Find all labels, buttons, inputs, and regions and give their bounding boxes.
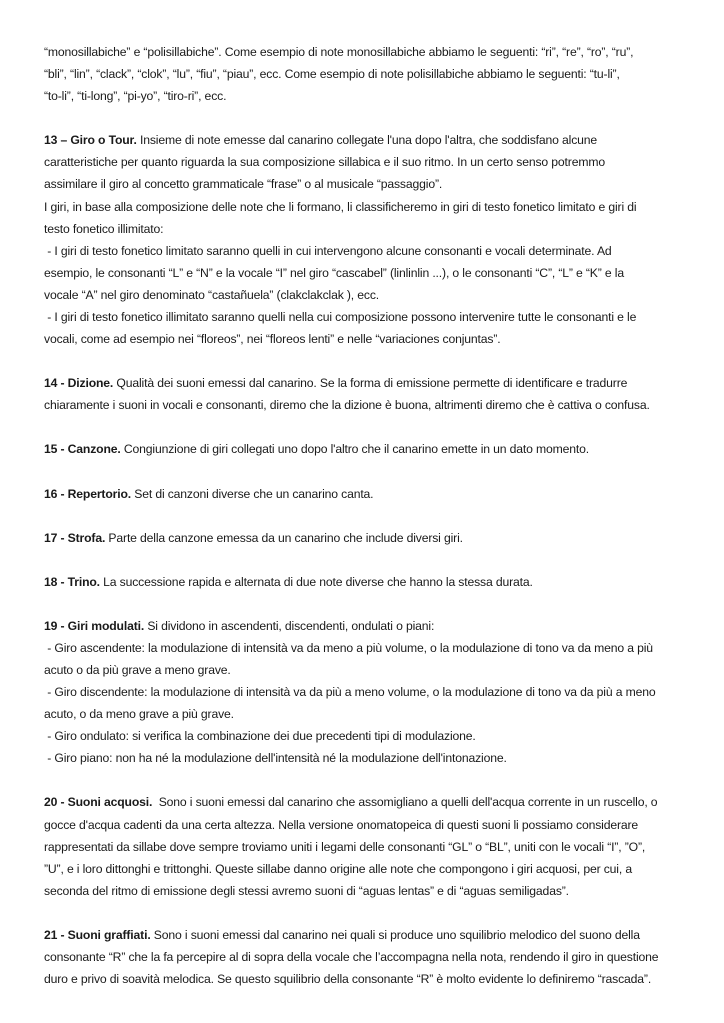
text-line	[44, 196, 704, 218]
definition-paragraph	[44, 129, 704, 350]
definition-paragraph	[44, 571, 704, 593]
definition-text: I giri, in base alla composizione delle note che li formano, li classificheremo in giri di testo fonetico limitato e giri di	[44, 199, 637, 214]
definition-text: seconda del ritmo di emissione degli stessi avremo suoni di “aguas lentas” e di “aguas semiligadas”.	[44, 883, 569, 898]
intro-paragraph	[44, 41, 704, 107]
definition-text: - Giro discendente: la modulazione di intensità va da più a meno volume, o la modulazione di tono va da più a meno	[44, 685, 656, 700]
text-line	[44, 968, 704, 990]
definition-paragraph	[44, 527, 704, 549]
text-line	[44, 151, 704, 173]
definitions-list	[44, 129, 704, 990]
definition-paragraph	[44, 791, 704, 901]
text-line	[44, 637, 704, 659]
text-line	[44, 284, 704, 306]
definition-heading: 13 – Giro o Tour.	[44, 133, 137, 148]
definition-text: esempio, le consonanti “L” e “N” e la vocale “I” nel giro “cascabel” (linlinlin ...), o le consonanti “C”, “L” e “K” e la	[44, 265, 624, 280]
text-line	[44, 129, 704, 151]
text-line	[44, 218, 704, 240]
definition-text: - Giro ascendente: la modulazione di intensità va da meno a più volume, o la modulazione di tono va da meno a più	[44, 640, 653, 655]
text-line	[44, 858, 704, 880]
text-line	[44, 946, 704, 968]
definition-heading: 16 - Repertorio.	[44, 486, 131, 501]
text-line	[44, 681, 704, 703]
definition-text: consonante “R” che la fa percepire al di sopra della vocale che l’accompagna nella nota, rendendo il giro in questione	[44, 950, 659, 964]
text-line	[44, 262, 704, 284]
definition-text: Qualità dei suoni emessi dal canarino. Se la forma di emissione permette di identificare e tradurre	[113, 376, 628, 391]
definition-heading: 18 - Trino.	[44, 574, 100, 589]
definition-text: acuto, o da meno grave a più grave.	[44, 707, 234, 722]
text-line	[44, 394, 704, 416]
text-line: “bli”, “lin”, “clack”, “clok”, “lu”, “fiu”, “piau”, ecc. Come esempio di note polisillabiche abbiamo le seguenti: “tu-li”,	[44, 67, 620, 82]
definition-text: caratteristiche per quanto riguarda la sua composizione sillabica e il suo ritmo. In un certo senso potremmo	[44, 155, 605, 170]
document-page	[44, 41, 704, 1012]
definition-text: assimilare il giro al concetto grammaticale “frase” o al musicale “passaggio”.	[44, 177, 443, 192]
text-line	[44, 791, 704, 813]
definition-text: Congiunzione di giri collegati uno dopo l'altro che il canarino emette in un dato momento.	[120, 442, 589, 457]
definition-text: - Giro ondulato: si verifica la combinazione dei due precedenti tipi di modulazione.	[44, 729, 476, 744]
text-line	[44, 372, 704, 394]
definition-paragraph	[44, 372, 704, 416]
definition-text: vocali, come ad esempio nei “floreos”, nei “floreos lenti” e nelle “variaciones conjuntas”.	[44, 332, 501, 347]
definition-text: ”U”, e i loro dittonghi e trittonghi. Queste sillabe danno origine alle note che compongono i giri acquosi, per cui, a	[44, 861, 632, 876]
text-line	[44, 659, 704, 681]
definition-text: duro e privo di soavità melodica. Se questo squilibrio della consonante “R” è molto evidente lo definiremo “rascada”.	[44, 972, 652, 987]
definition-text: - I giri di testo fonetico limitato saranno quelli in cui intervengono alcune consonanti e vocali determinate. Ad	[44, 243, 612, 258]
definition-text: Insieme di note emesse dal canarino collegate l'una dopo l'altra, che soddisfano alcune	[136, 133, 598, 148]
definition-text: vocale “A” nel giro denominato “castañuela” (clakclakclak ), ecc.	[44, 287, 380, 302]
text-line	[44, 814, 704, 836]
definition-text: Sono i suoni emessi dal canarino nei quali si produce uno squilibrio melodico del suono della	[150, 927, 640, 942]
definition-heading: 15 - Canzone.	[44, 442, 121, 457]
text-line: “to-li”, “ti-long”, “pi-yo”, “tiro-ri”, ecc.	[44, 89, 227, 104]
definition-paragraph	[44, 615, 704, 770]
text-line	[44, 438, 704, 460]
text-line	[44, 703, 704, 725]
text-line	[44, 924, 704, 946]
text-line	[44, 836, 704, 858]
definition-text: chiaramente i suoni in vocali e consonanti, diremo che la dizione è buona, altrimenti diremo che è cattiva o confusa.	[44, 398, 650, 413]
text-line	[44, 173, 704, 195]
definition-text: - Giro piano: non ha né la modulazione dell'intensità né la modulazione dell'intonazione.	[44, 751, 507, 766]
text-line: “monosillabiche” e “polisillabiche”. Come esempio di note monosillabiche abbiamo le seguenti: “ri”, “re”, “ro”, “ru”,	[44, 45, 634, 59]
text-line	[44, 725, 704, 747]
text-line	[44, 306, 704, 328]
definition-text: gocce d'acqua cadenti da una certa altezza. Nella versione onomatopeica di questi suoni li possiamo considerare	[44, 817, 639, 832]
text-line	[44, 615, 704, 637]
definition-paragraph	[44, 438, 704, 460]
definition-text: Parte della canzone emessa da un canarino che include diversi giri.	[105, 530, 463, 545]
definition-heading: 21 - Suoni graffiati.	[44, 927, 151, 942]
definition-heading: 14 - Dizione.	[44, 376, 114, 391]
definition-text: Sono i suoni emessi dal canarino che assomigliano a quelli dell'acqua corrente in un ruscello, o	[152, 795, 658, 810]
definition-text: Set di canzoni diverse che un canarino canta.	[131, 486, 374, 501]
text-line	[44, 747, 704, 769]
text-line	[44, 483, 704, 505]
definition-text: - I giri di testo fonetico illimitato saranno quelli nella cui composizione possono intervenire tutte le consonanti e le	[44, 310, 637, 325]
definition-paragraph	[44, 924, 704, 990]
definition-text: acuto o da più grave a meno grave.	[44, 662, 231, 677]
text-line	[44, 527, 704, 549]
text-line	[44, 240, 704, 262]
text-line	[44, 571, 704, 593]
definition-text: testo fonetico illimitato:	[44, 221, 164, 236]
text-line	[44, 880, 704, 902]
text-line	[44, 328, 704, 350]
definition-paragraph	[44, 483, 704, 505]
definition-heading: 19 - Giri modulati.	[44, 618, 145, 633]
definition-text: La successione rapida e alternata di due note diverse che hanno la stessa durata.	[99, 574, 533, 589]
definition-text: rappresentati da sillabe dove sempre troviamo uniti i legami delle consonanti “GL” o “BL”, uniti con le vocali “I”, ”O”,	[44, 839, 646, 854]
definition-heading: 20 - Suoni acquosi.	[44, 795, 153, 810]
definition-text: Si dividono in ascendenti, discendenti, ondulati o piani:	[144, 618, 435, 633]
definition-heading: 17 - Strofa.	[44, 530, 106, 545]
